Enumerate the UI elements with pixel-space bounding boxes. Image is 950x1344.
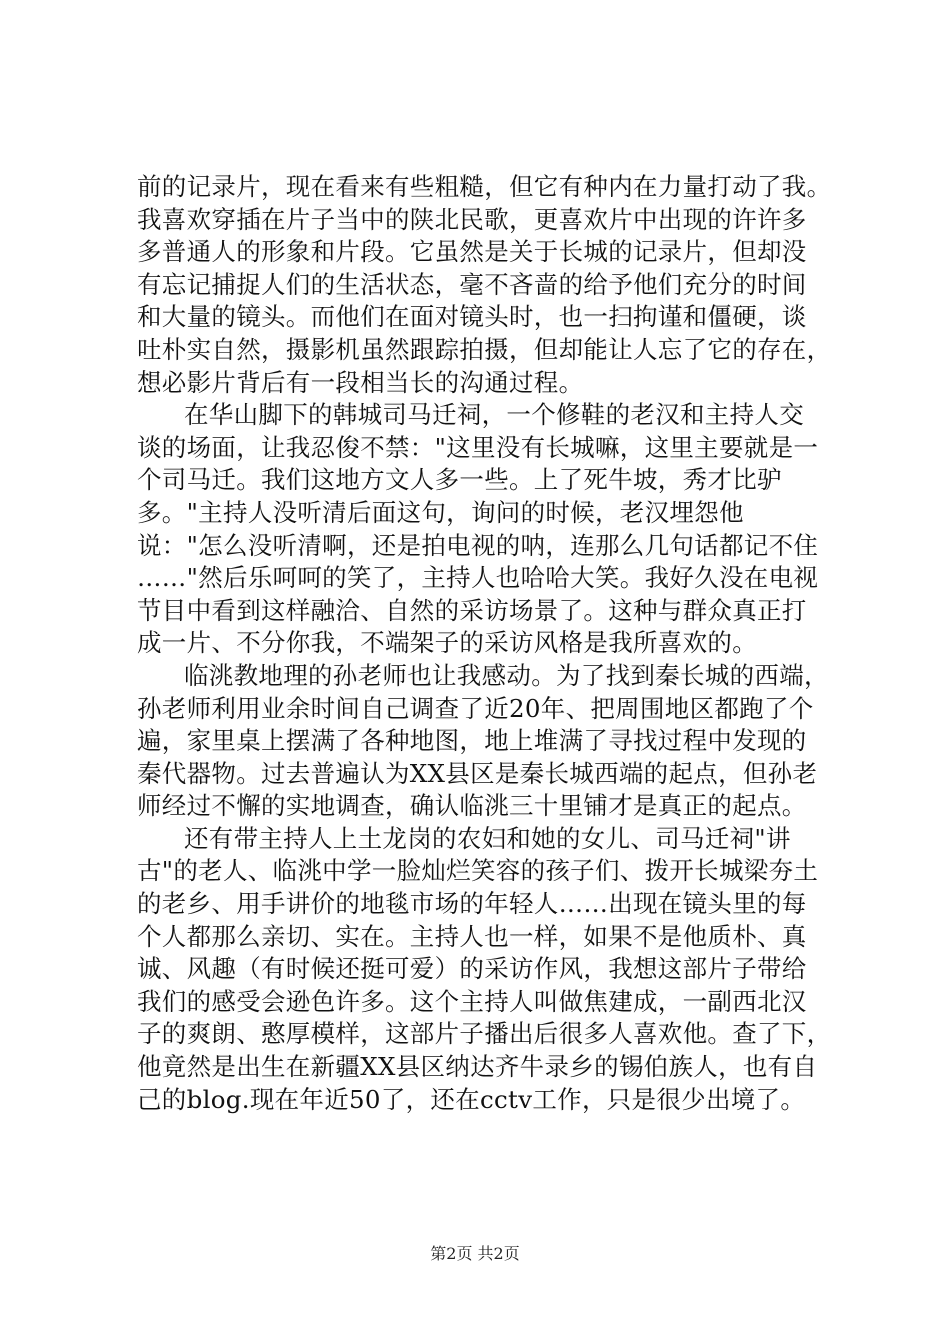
paragraph-1 [137, 171, 855, 399]
text-line: 子的爽朗、憨厚模样，这部片子播出后很多人喜欢他。查了下， [137, 1019, 832, 1049]
text-line: 古"的老人、临洮中学一脸灿烂笑容的孩子们、拨开长城梁夯土 [137, 856, 819, 886]
text-line: 个司马迁。我们这地方文人多一些。上了死牛坡，秀才比驴 [137, 465, 782, 495]
text-line: 想必影片背后有一段相当长的沟通过程。 [137, 367, 584, 397]
text-line: 还有带主持人上土龙岗的农妇和她的女儿、司马迁祠"讲 [184, 823, 791, 853]
text-line: 诚、风趣（有时候还挺可爱）的采访作风，我想这部片子带给 [137, 954, 807, 984]
text-line: 在华山脚下的韩城司马迁祠，一个修鞋的老汉和主持人交 [184, 400, 804, 430]
text-line: 师经过不懈的实地调查，确认临洮三十里铺才是真正的起点。 [137, 791, 807, 821]
text-line: 有忘记捕捉人们的生活状态，毫不吝啬的给予他们充分的时间 [137, 269, 807, 299]
text-line: 我喜欢穿插在片子当中的陕北民歌，更喜欢片中出现的许许多 [137, 204, 807, 234]
text-line: 秦代器物。过去普遍认为XX县区是秦长城西端的起点，但孙老 [137, 758, 818, 788]
text-line: 孙老师利用业余时间自己调查了近20年、把周围地区都跑了个 [137, 693, 814, 723]
text-line: 成一片、不分你我，不端架子的采访风格是我所喜欢的。 [137, 628, 757, 658]
text-line: 前的记录片，现在看来有些粗糙，但它有种内在力量打动了我。 [137, 172, 832, 201]
text-line: 个人都那么亲切、实在。主持人也一样，如果不是他质朴、真 [137, 921, 807, 951]
text-line: 说："怎么没听清啊，还是拍电视的呐，连那么几句话都记不住 [137, 530, 819, 560]
text-line: 节目中看到这样融洽、自然的采访场景了。这种与群众真正打 [137, 595, 807, 625]
text-line: 我们的感受会逊色许多。这个主持人叫做焦建成，一副西北汉 [137, 986, 807, 1016]
text-line: 己的blog.现在年近50了，还在cctv工作，只是很少出境了。 [137, 1084, 806, 1114]
page-number-footer: 第2页 共2页 [430, 1244, 520, 1263]
text-line: 和大量的镜头。而他们在面对镜头时，也一扫拘谨和僵硬，谈 [137, 302, 807, 332]
paragraph-2 [137, 399, 855, 660]
text-line: 的老乡、用手讲价的地毯市场的年轻人……出现在镜头里的每 [137, 889, 807, 919]
text-line: 他竟然是出生在新疆XX县区纳达齐牛录乡的锡伯族人，也有自 [137, 1052, 818, 1082]
document-body [137, 171, 855, 1116]
text-line: 吐朴实自然，摄影机虽然跟踪拍摄，但却能让人忘了它的存在， [137, 334, 832, 364]
text-line: ……"然后乐呵呵的笑了，主持人也哈哈大笑。我好久没在电视 [137, 563, 819, 593]
paragraph-4 [137, 823, 855, 1116]
text-line: 遍，家里桌上摆满了各种地图，地上堆满了寻找过程中发现的 [137, 726, 807, 756]
text-line: 多普通人的形象和片段。它虽然是关于长城的记录片，但却没 [137, 237, 807, 267]
paragraph-3 [137, 660, 855, 823]
text-line: 谈的场面，让我忍俊不禁："这里没有长城嘛，这里主要就是一 [137, 432, 819, 462]
text-line: 临洮教地理的孙老师也让我感动。为了找到秦长城的西端， [184, 660, 829, 690]
text-line: 多。"主持人没听清后面这句，询问的时候，老汉埋怨他 [137, 497, 744, 527]
